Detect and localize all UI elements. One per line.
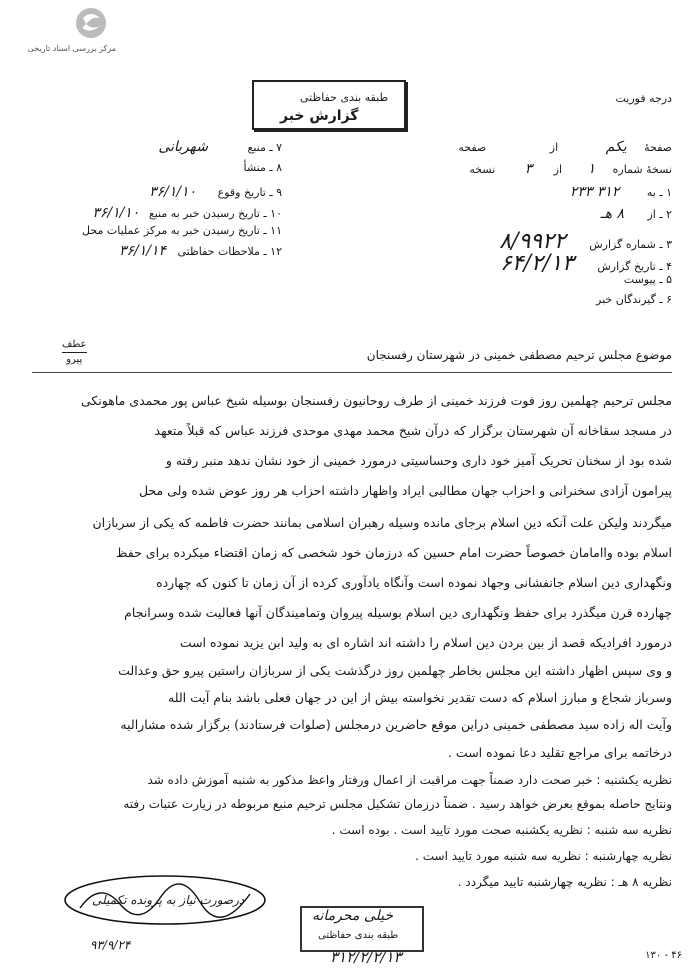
- body-line: چهارده قرن میگذرد برای حفظ ونگهداری دین اسلام بوسیله پیروان وتمامیندگان آنها فعالیت شده وسرانجام: [124, 605, 672, 620]
- body-line: درخاتمه برای مراجع تقلید دعا نموده است .: [447, 745, 672, 760]
- body-line: وسرباز شجاع و مبارز اسلام که دست تقدیر نخواسته بیش از این در جهان فعلی باشد بنام آیت الله: [168, 690, 672, 705]
- body-line: اسلام بوده واامامان خصوصاً حضرت امام حسین که درزمان خود شخصی که زمان اقتضاء میکرده برای حفظ: [115, 545, 672, 560]
- note-line: ونتایج حاصله بموقع بعرض خواهد رسید . ضمناً درزمان تشکیل مجلس ترحیم منبع مربوطه در زیارت عتبات رفته: [123, 797, 672, 811]
- note-line: نظریه چهارشنبه : نظریه سه شنبه مورد تایید است .: [415, 849, 672, 863]
- classification-label: طبقه بندی حفاظتی: [300, 91, 389, 104]
- body-line: مجلس ترحیم چهلمین روز فوت فرزند خمینی از طرف روحانیون رفسنجان بوسیله شیخ عباس پور محمدی ماهونکی: [80, 393, 672, 408]
- body-line: پیرامون آزادی سخنرانی و احزاب جهان مطالبی ایراد واظهار داشته احزاب هر روز عوض شده ولی محل: [138, 483, 672, 498]
- note-line: نظریه ۸ هـ : نظریه چهارشنبه تایید میگردد .: [457, 875, 672, 889]
- attachment-field: ۵ ـ پیوست: [623, 273, 672, 286]
- archive-logo: [6, 6, 116, 61]
- reference-box: عطف پیرو: [62, 339, 87, 365]
- subject-text: موضوع مجلس ترحیم مصطفی خمینی در شهرستان رفسنجان: [366, 348, 672, 362]
- event-date-field: ۹ ـ تاریخ وقوع ۳۶/۱/۱۰: [149, 184, 282, 200]
- report-number-field: ۳ ـ شماره گزارش ۸/۹۹۲۲: [499, 229, 672, 254]
- body-line: در مسجد سقاخانه آن شهرستان برگزار که درآن شیخ محمد مهدی موحدی فرزند عباس که قبلاً متعهد: [154, 423, 672, 438]
- archive-logo-text: مرکز بررسی اسناد تاریخی: [27, 44, 116, 53]
- bottom-stamp-text: خیلی محرمانه: [312, 908, 394, 924]
- body-line: ونگهداری دین اسلام جانفشانی وجهاد نموده است وآنگاه یادآوری کرده از آن زمان تا کنون که چهارده: [156, 575, 672, 590]
- page-code: ۱۳۰ - ۴۶: [645, 950, 682, 961]
- archive-logo-icon: [74, 6, 108, 40]
- bottom-stamp-label: طبقه بندی حفاظتی: [318, 930, 399, 941]
- note-line: نظریه یکشنبه : خبر صحت دارد ضمناً جهت مراقبت از اعمال ورفتار واعظ مذکور به شنبه آموزش داده شد: [147, 773, 672, 787]
- body-line: شده بود از سخنان تحریک آمیز خود داری وحساسیتی درمورد خمینی از خود نشان ندهد منبر رفته و: [165, 453, 672, 468]
- body-line: میگردند ولیکن علت آنکه دین اسلام برجای مانده وسیله رهبران اسلامی بمانند حضرت فاطمه که یکی از سربازان: [92, 515, 672, 530]
- source-field: ۷ ـ منبع شهربانی: [158, 139, 282, 155]
- subject-divider: [32, 372, 672, 373]
- bottom-handwritten-number: ۳۱۲/۲/۲/۱۳: [330, 948, 402, 966]
- source-received-date-field: ۱۰ ـ تاریخ رسیدن خبر به منبع ۳۶/۱/۱۰: [92, 205, 282, 221]
- body-line: و وی سپس اظهار داشته این مجلس بخاطر چهلمین روز درگذشت یکی از سربازان راستین پیرو حق وعدالت: [118, 663, 672, 678]
- subject-row: [52, 339, 672, 370]
- copy-number-field: نسخهٔ شماره ۱ از ۳ نسخه: [469, 161, 672, 177]
- signature-text: درصورت نیاز به پرونده تکمیلی: [92, 893, 245, 907]
- page-number-field: صفحهٔ یکم از صفحه: [458, 139, 672, 155]
- body-line: درمورد افرادیکه قصد از بین بردن دین اسلام را داشته اند اشاره ای به ولید ابن یزید نموده است: [179, 635, 672, 650]
- to-field: ۱ ـ به ۳۱۲ ۲۳۳: [569, 184, 672, 200]
- fax-mark: ۹۳/۹/۲۴: [90, 938, 131, 952]
- priority-label: درجه فوریت: [615, 92, 672, 105]
- report-title: گزارش خبر: [280, 108, 359, 124]
- security-notes-field: ۱۲ ـ ملاحظات حفاظتی ۳۶/۱/۱۴: [118, 243, 282, 259]
- from-field: ۲ ـ از ۸ هـ: [600, 206, 672, 222]
- report-date-field: ۴ ـ تاریخ گزارش ۶۴/۲/۱۳: [499, 251, 672, 276]
- recipients-field: ۶ ـ گیرندگان خبر: [596, 293, 672, 306]
- body-line: وآیت اله زاده سید مصطفی خمینی دراین موقع حاضرین درمجلس (صلوات فرستادند) برگزار شده مشارالیه: [120, 717, 672, 732]
- ops-received-date-field: ۱۱ ـ تاریخ رسیدن خبر به مرکز عملیات محل: [82, 224, 282, 237]
- origin-field: ۸ ـ منشأ: [243, 161, 282, 174]
- note-line: نظریه سه شنبه : نظریه یکشنبه صحت مورد تایید است . بوده است .: [331, 823, 672, 837]
